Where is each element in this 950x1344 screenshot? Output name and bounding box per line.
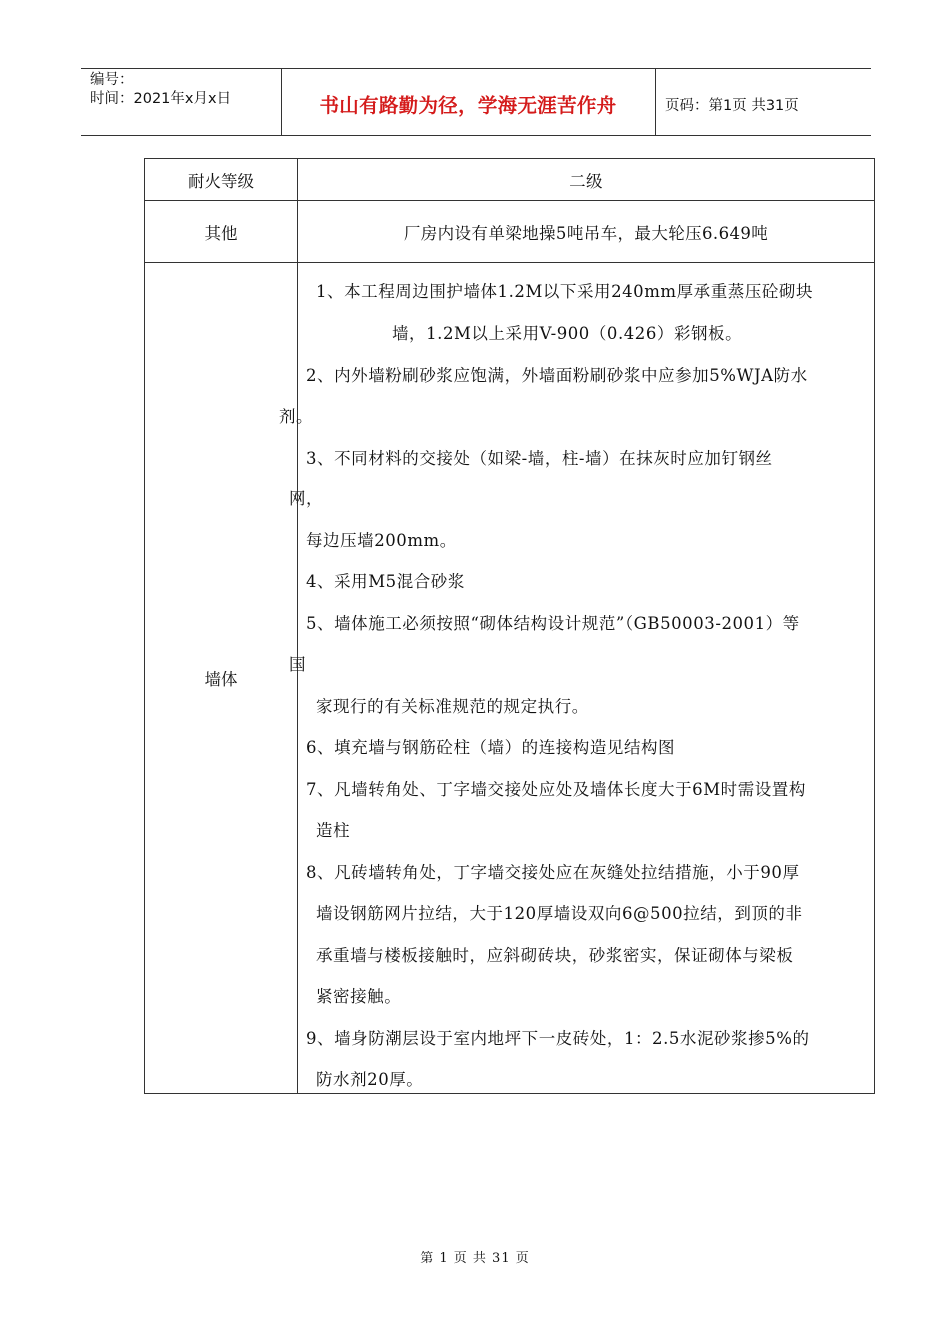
- header-page-info: 页码：第1页 共31页: [665, 98, 799, 114]
- wall-notes: [279, 263, 874, 1093]
- row-label-wall: 墙体: [145, 263, 298, 1094]
- wall-note-line: 承重墙与楼板接触时，应斜砌砖块，砂浆密实，保证砌体与梁板: [316, 946, 794, 965]
- date-label: 时间：2021年x月x日: [90, 91, 232, 107]
- table-row: [145, 159, 875, 201]
- wall-note-line: 国: [289, 655, 307, 674]
- page-footer: 第 1 页 共 31 页: [420, 1251, 530, 1266]
- serial-number-label: 编号：: [90, 72, 134, 88]
- header-motto: 书山有路勤为径，学海无涯苦作舟: [319, 94, 617, 117]
- wall-note-line: 剂。: [279, 407, 314, 426]
- wall-note-line: 2、内外墙粉刷砂浆应饱满，外墙面粉刷砂浆中应参加5%WJA防水: [306, 366, 808, 385]
- wall-note-line: 家现行的有关标准规范的规定执行。: [316, 697, 589, 716]
- wall-note-line: 紧密接触。: [316, 987, 402, 1006]
- wall-note-line: 网，: [289, 489, 324, 508]
- wall-note-line: 5、墙体施工必须按照“砌体结构设计规范”（GB50003-2001）等: [306, 614, 800, 633]
- row-value-wall: [279, 263, 875, 1094]
- wall-note-line: 3、不同材料的交接处（如梁-墙，柱-墙）在抹灰时应加钉钢丝: [306, 449, 773, 468]
- header-divider: [655, 68, 656, 135]
- wall-note-line: 7、凡墙转角处、丁字墙交接处应处及墙体长度大于6M时需设置构: [306, 780, 806, 799]
- wall-note-line: 1、本工程周边围护墙体1.2M以下采用240mm厚承重蒸压砼砌块: [316, 282, 814, 301]
- wall-note-line: 6、填充墙与钢筋砼柱（墙）的连接构造见结构图: [306, 738, 676, 757]
- spec-table: [144, 158, 875, 1094]
- wall-note-line: 防水剂20厚。: [316, 1070, 424, 1089]
- header-meta: [90, 71, 231, 109]
- table-row: [145, 201, 875, 263]
- wall-note-line: 8、凡砖墙转角处，丁字墙交接处应在灰缝处拉结措施，小于90厚: [306, 863, 800, 882]
- row-label-fire-rating: 耐火等级: [145, 159, 298, 201]
- table-row: [145, 263, 875, 1094]
- row-value-other: 厂房内设有单梁地操5吨吊车，最大轮压6.649吨: [298, 201, 875, 263]
- header-top-rule: [81, 68, 871, 69]
- wall-note-line: 4、采用M5混合砂浆: [306, 572, 465, 591]
- wall-note-line: 墙设钢筋网片拉结，大于120厚墙设双向6@500拉结，到顶的非: [316, 904, 803, 923]
- row-label-other: 其他: [145, 201, 298, 263]
- wall-note-line: 每边压墙200mm。: [306, 531, 457, 550]
- wall-note-line: 9、墙身防潮层设于室内地坪下一皮砖处，1：2.5水泥砂浆掺5%的: [306, 1029, 810, 1048]
- wall-note-line: 墙，1.2M以上采用V-900（0.426）彩钢板。: [392, 324, 743, 343]
- wall-note-line: 造柱: [316, 821, 351, 840]
- header-bottom-rule: [81, 135, 871, 136]
- row-value-fire-rating: 二级: [298, 159, 875, 201]
